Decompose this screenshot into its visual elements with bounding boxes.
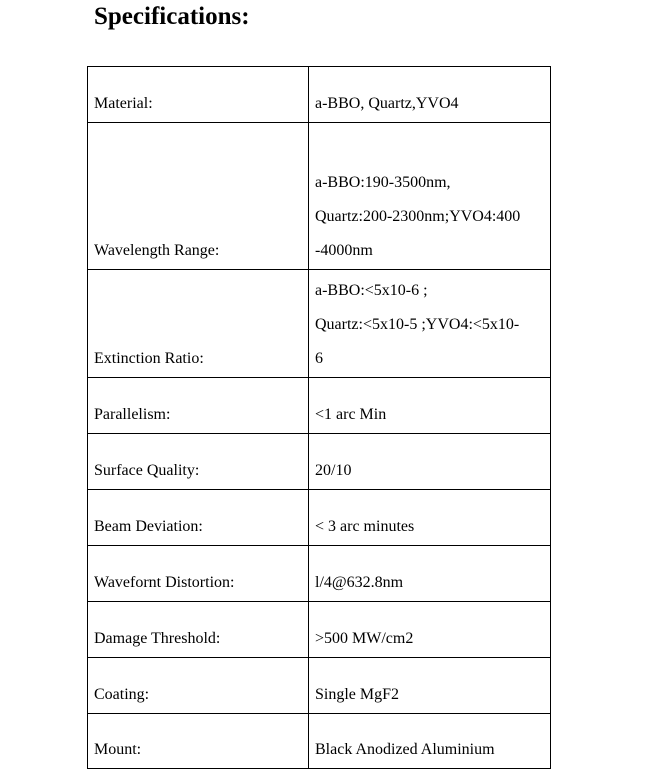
row-label: Extinction Ratio: [88, 270, 309, 378]
row-label: Wavefornt Distortion: [88, 546, 309, 602]
row-label: Beam Deviation: [88, 490, 309, 546]
row-label: Wavelength Range: [88, 123, 309, 270]
table-row-wavefront-distortion [88, 546, 551, 602]
table-row-mount [88, 714, 551, 769]
row-label: Material: [88, 67, 309, 123]
row-value [309, 270, 551, 378]
row-label: Coating: [88, 658, 309, 714]
row-value [309, 658, 551, 714]
table-row-wavelength-range [88, 123, 551, 270]
row-value [309, 67, 551, 123]
row-value [309, 714, 551, 769]
value-line: >500 MW/cm2 [315, 630, 414, 647]
value-line: a-BBO, Quartz,YVO4 [315, 95, 459, 112]
value-line: Black Anodized Aluminium [315, 741, 495, 758]
table-row-material [88, 67, 551, 123]
table-row-surface-quality [88, 434, 551, 490]
row-value [309, 378, 551, 434]
value-line: Quartz:200-2300nm;YVO4:400 [315, 208, 521, 225]
row-label: Damage Threshold: [88, 602, 309, 658]
page-title: Specifications: [94, 3, 250, 30]
row-label: Surface Quality: [88, 434, 309, 490]
row-value [309, 490, 551, 546]
value-line: <1 arc Min [315, 406, 387, 423]
row-label: Mount: [88, 714, 309, 769]
value-line: Single MgF2 [315, 686, 400, 703]
table-row-damage-threshold [88, 602, 551, 658]
value-line: l/4@632.8nm [315, 574, 404, 591]
table-row-coating [88, 658, 551, 714]
value-line: a-BBO:<5x10-6 ; [315, 282, 428, 299]
value-line: -4000nm [315, 242, 373, 259]
row-label: Parallelism: [88, 378, 309, 434]
value-line: a-BBO:190-3500nm, [315, 174, 451, 191]
table-row-beam-deviation [88, 490, 551, 546]
table-row-parallelism [88, 378, 551, 434]
value-line: Quartz:<5x10-5 ;YVO4:<5x10- [315, 316, 520, 333]
row-value [309, 546, 551, 602]
value-line: 6 [315, 350, 323, 367]
specifications-table [87, 66, 551, 769]
row-value [309, 123, 551, 270]
table-row-extinction-ratio [88, 270, 551, 378]
value-line: < 3 arc minutes [315, 518, 415, 535]
row-value [309, 434, 551, 490]
row-value [309, 602, 551, 658]
value-line: 20/10 [315, 462, 352, 479]
